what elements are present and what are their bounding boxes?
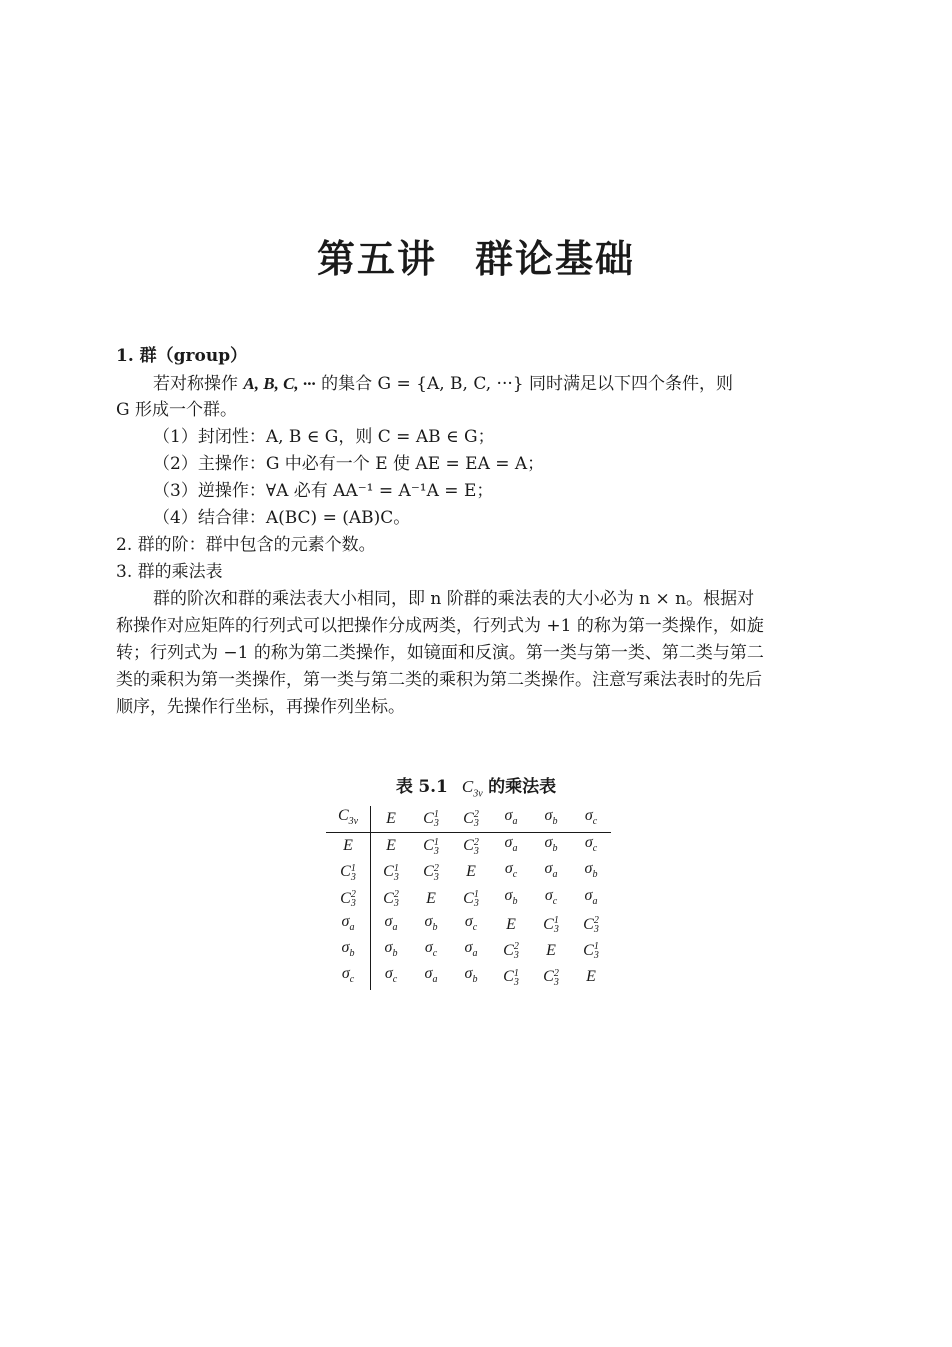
table-cell: C 1 3 xyxy=(423,836,439,857)
title-part-2: 群论基础 xyxy=(475,237,636,281)
table-column-header: E xyxy=(371,806,412,833)
table-cell: E xyxy=(546,942,556,960)
table-row xyxy=(326,859,611,885)
section-1-intro xyxy=(116,370,838,397)
table-cell: E xyxy=(506,915,516,933)
table-column-header: C 1 3 xyxy=(411,806,451,833)
table-cell: $\sigma_a$ xyxy=(384,912,398,933)
section-3-paragraph-line-5: 顺序，先操作行坐标，再操作列坐标。 xyxy=(116,697,405,717)
table-cell: C 2 3 xyxy=(423,862,439,883)
section-3-heading: 3. 群的乘法表 xyxy=(116,562,223,582)
table-row-header: C 1 3 xyxy=(326,859,371,885)
table-cell: C 2 3 xyxy=(463,836,479,857)
condition-inverse: （3）逆操作：∀A 必有 AA⁻¹ = A⁻¹A = E； xyxy=(153,481,494,501)
table-cell: $\sigma_b$ xyxy=(464,965,478,986)
table-row-header: $\sigma_a$ xyxy=(326,912,371,938)
section-1-intro-text: 若对称操作 xyxy=(153,374,238,394)
table-row-header: C 2 3 xyxy=(326,886,371,912)
table-cell: $\sigma_c$ xyxy=(464,912,478,933)
table-column-header: $\sigma_b$ xyxy=(531,806,571,833)
table-column-header: C 2 3 xyxy=(451,806,491,833)
table-row xyxy=(326,964,611,990)
table-cell: C 1 3 xyxy=(583,941,599,962)
table-cell: $\sigma_b$ xyxy=(384,938,398,960)
table-row xyxy=(326,886,611,912)
table-row-header: $\sigma_b$ xyxy=(326,938,371,964)
table-cell: $\sigma_c$ xyxy=(384,965,398,986)
table-caption xyxy=(0,776,952,805)
table-cell: $\sigma_a$ xyxy=(584,886,598,907)
table-cell: $\sigma_c$ xyxy=(504,860,518,881)
table-cell: $\sigma_a$ xyxy=(464,938,478,960)
caption-group: $C_{3v}$ xyxy=(461,777,483,800)
table-cell: E xyxy=(426,889,436,907)
section-3-paragraph-line-3: 转；行列式为 −1 的称为第二类操作，如镜面和反演。第一类与第一类、第二类与第二 xyxy=(116,643,764,663)
section-3-paragraph-line-2: 称操作对应矩阵的行列式可以把操作分成两类，行列式为 +1 的称为第一类操作，如旋 xyxy=(116,616,764,636)
table-row xyxy=(326,938,611,964)
table-cell: $\sigma_c$ xyxy=(584,834,598,855)
lecture-title xyxy=(0,228,952,283)
table-cell: $\sigma_b$ xyxy=(544,834,558,855)
table-cell: $\sigma_c$ xyxy=(424,938,438,960)
table-row xyxy=(326,833,611,860)
table-cell: $\sigma_b$ xyxy=(584,860,598,881)
caption-text: 的乘法表 xyxy=(488,777,557,797)
table-header-row xyxy=(326,806,611,833)
table-cell: C 2 3 xyxy=(583,915,599,936)
multiplication-table xyxy=(326,806,611,990)
table-cell: C 1 3 xyxy=(543,915,559,936)
table-cell: C 1 3 xyxy=(383,862,399,883)
document-body xyxy=(116,343,838,721)
caption-label: 表 xyxy=(395,777,413,797)
table-cell: $\sigma_a$ xyxy=(424,965,438,986)
section-1-intro-line2: G 形成一个群。 xyxy=(116,400,237,420)
table-cell: C 1 3 xyxy=(503,967,519,988)
table-cell: $\sigma_c$ xyxy=(544,886,558,907)
title-part-1: 第五讲 xyxy=(316,237,437,281)
table-cell: $\sigma_a$ xyxy=(504,834,518,855)
section-1-heading: 1. 群（group） xyxy=(116,346,248,366)
table-cell: C 1 3 xyxy=(463,888,479,909)
condition-closure: （1）封闭性：A, B ∈ G，则 C = AB ∈ G； xyxy=(153,427,495,447)
table-cell: $\sigma_b$ xyxy=(424,912,438,933)
section-3-paragraph-line-1: 群的阶次和群的乘法表大小相同，即 n 阶群的乘法表的大小必为 n × n。根据对 xyxy=(153,589,755,609)
table-cell: E xyxy=(466,863,476,881)
section-3-paragraph-line-4: 类的乘积为第一类操作，第一类与第二类的乘积为第二类操作。注意写乘法表时的先后 xyxy=(116,670,762,690)
table-column-header: $\sigma_c$ xyxy=(571,806,611,833)
table-cell: $\sigma_a$ xyxy=(544,860,558,881)
section-1-intro-mid: 的集合 G = {A, B, C, ···} 同时满足以下四个条件，则 xyxy=(321,374,733,394)
table-cell: E xyxy=(586,968,596,986)
condition-associativity: （4）结合律：A(BC) = (AB)C。 xyxy=(153,508,411,528)
table-cell: E xyxy=(386,837,396,855)
table-row xyxy=(326,912,611,938)
condition-identity: （2）主操作：G 中必有一个 E 使 AE = EA = A； xyxy=(153,454,545,474)
table-column-header: $\sigma_a$ xyxy=(491,806,531,833)
table-cell: C 2 3 xyxy=(543,967,559,988)
section-1-intro-ops: A, B, C, ··· xyxy=(243,374,316,393)
table-row-header: $\sigma_c$ xyxy=(326,964,371,990)
table-cell: C 2 3 xyxy=(503,941,519,962)
table-row-header: E xyxy=(326,833,371,860)
table-cell: C 2 3 xyxy=(383,888,399,909)
section-2-order: 2. 群的阶：群中包含的元素个数。 xyxy=(116,535,376,555)
table-corner-cell: $C_{3v}$ xyxy=(326,806,371,833)
table-cell: $\sigma_b$ xyxy=(504,886,518,907)
caption-number: 5.1 xyxy=(418,777,448,797)
